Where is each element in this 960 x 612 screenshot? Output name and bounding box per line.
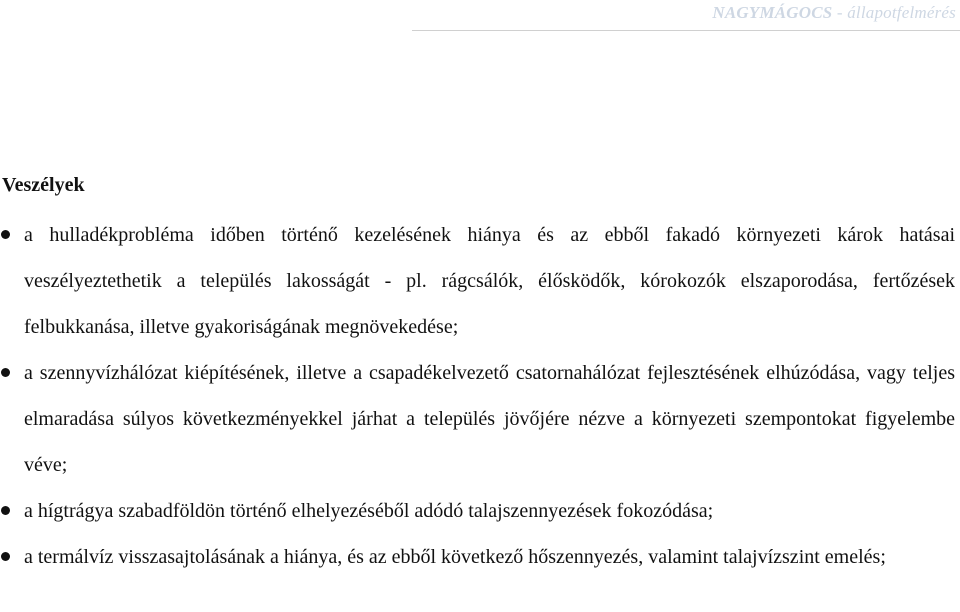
header-title: NAGYMÁGOCS xyxy=(712,3,833,22)
list-item-text: a hígtrágya szabadföldön történő elhelyezéséből adódó talajszennyezések fokozódása; xyxy=(24,500,714,522)
list-item xyxy=(0,212,955,350)
header-divider xyxy=(412,30,960,31)
list-item xyxy=(0,350,955,488)
list-item-text: a termálvíz visszasajtolásának a hiánya, és az ebből következő hőszennyezés, valamint talajvízszint emelés; xyxy=(24,546,886,568)
running-header xyxy=(712,3,956,23)
list-item-text: a hulladékprobléma időben történő kezelésének hiánya és az ebből fakadó környezeti károk hatásai veszélyeztethetik a település lakosságát - pl. rágcsálók, élősködők, kórokozók elszaporodása, fertőzések felbukkanása, illetve gyakoriságának megnövekedése; xyxy=(24,224,955,338)
hazard-list xyxy=(0,212,955,580)
header-subtitle: állapotfelmérés xyxy=(847,3,956,22)
section-title: Veszélyek xyxy=(2,174,85,196)
list-item xyxy=(0,488,955,534)
bullet-icon xyxy=(1,230,10,239)
bullet-icon xyxy=(1,368,10,377)
list-item-text: a szennyvízhálózat kiépítésének, illetve a csapadékelvezető csatornahálózat fejlesztésének elhúzódása, vagy teljes elmaradása súlyos következményekkel járhat a település jövőjére nézve a környezeti szempontokat figyelembe véve; xyxy=(24,362,955,476)
list-item xyxy=(0,534,955,580)
bullet-icon xyxy=(1,506,10,515)
header-separator: - xyxy=(832,3,848,22)
bullet-icon xyxy=(1,552,10,561)
